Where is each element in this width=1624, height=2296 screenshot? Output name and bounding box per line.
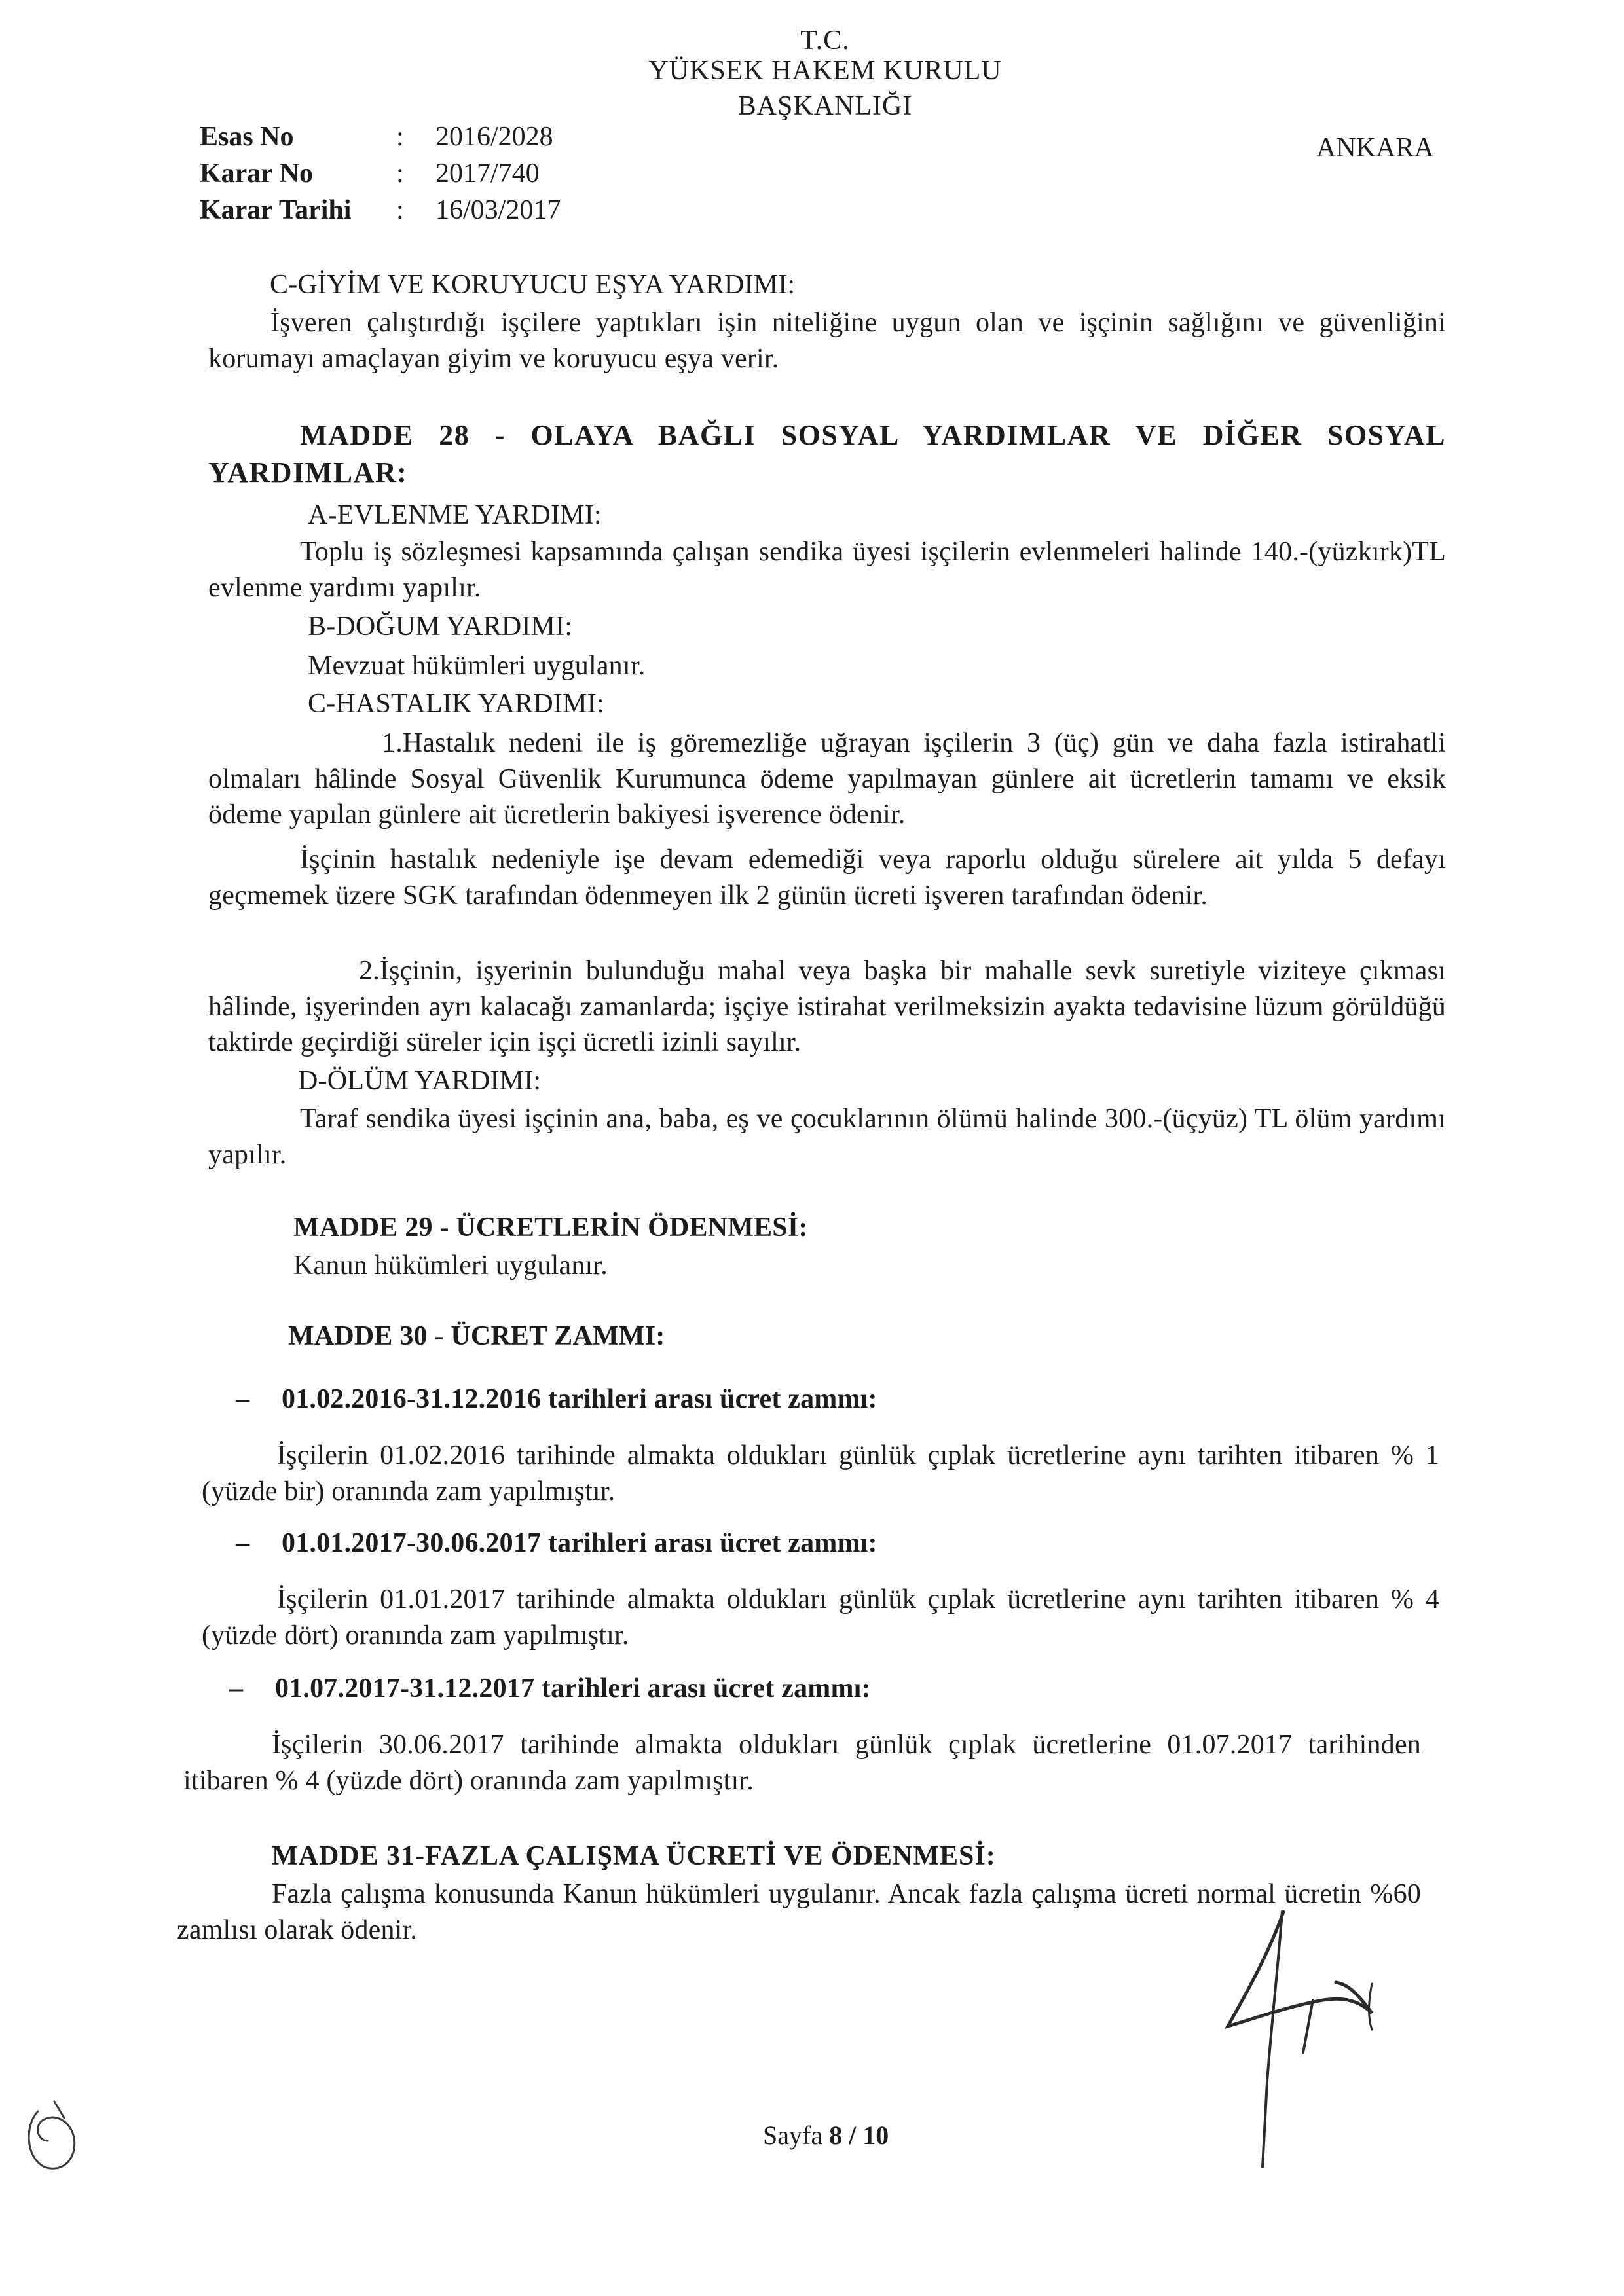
- paragraph-madde29: Kanun hükümleri uygulanır.: [293, 1250, 608, 1281]
- raise-period-title: 01.07.2017-31.12.2017 tarihleri arası ücret zammı:: [275, 1673, 871, 1704]
- article-29-title: MADDE 29 - ÜCRETLERİN ÖDENMESİ:: [293, 1212, 808, 1243]
- meta-value: 16/03/2017: [435, 195, 561, 225]
- paragraph-evlenme: Toplu iş sözleşmesi kapsamında çalışan sendika üyesi işçilerin evlenmeleri halinde 140.-(yüzkırk)TL evlenme yardımı yapılır.: [208, 537, 1446, 603]
- paragraph-hastalik-1: 1.Hastalık nedeni ile iş göremezliğe uğrayan işçilerin 3 (üç) gün ve daha fazla istirahatli olmaları hâlinde Sosyal Güvenlik Kurumunca ödeme yapılmayan günlere ait ücretlerin tamamı ve eksik ödeme yapılan günlere ait ücretlerin bakiyesi işverence ödenir.: [208, 728, 1446, 830]
- raise-period-2: [236, 1525, 877, 1561]
- raise-period-title: 01.02.2016-31.12.2016 tarihleri arası ücret zammı:: [282, 1384, 877, 1414]
- meta-sep: :: [396, 195, 404, 225]
- paragraph-zam-1: İşçilerin 01.02.2016 tarihinde almakta oldukları günlük çıplak ücretlerine aynı tarihten itibaren % 1 (yüzde bir) oranında zam yapılmıştır.: [202, 1440, 1439, 1506]
- meta-label: Karar Tarihi: [200, 195, 352, 225]
- paragraph-giyim: İşveren çalıştırdığı işçilere yaptıkları işin niteliğine uygun olan ve işçinin sağlığını ve güvenliğini korumayı amaçlayan giyim ve koruyucu eşya verir.: [208, 308, 1446, 374]
- dash-bullet: –: [229, 1673, 244, 1704]
- meta-sep: :: [396, 158, 404, 189]
- dash-bullet: –: [236, 1384, 250, 1414]
- section-title-olum: D-ÖLÜM YARDIMI:: [298, 1066, 542, 1096]
- meta-row-karar-tarihi: [200, 195, 561, 232]
- paragraph-zam-2: İşçilerin 01.01.2017 tarihinde almakta oldukları günlük çıplak ücretlerine aynı tarihten itibaren % 4 (yüzde dört) oranında zam yapılmıştır.: [202, 1584, 1439, 1650]
- section-title-dogum: B-DOĞUM YARDIMI:: [308, 611, 573, 642]
- article-28-title: MADDE 28 - OLAYA BAĞLI SOSYAL YARDIMLAR VE DİĞER SOSYAL YARDIMLAR:: [208, 419, 1446, 489]
- paragraph-madde31: Fazla çalışma konusunda Kanun hükümleri uygulanır. Ancak fazla çalışma ücreti normal ücretin %60 zamlısı olarak ödenir.: [177, 1879, 1421, 1945]
- header-city: ANKARA: [1316, 133, 1434, 163]
- meta-sep: :: [396, 122, 404, 152]
- page-prefix: Sayfa: [763, 2121, 823, 2150]
- section-title-giyim: C-GİYİM VE KORUYUCU EŞYA YARDIMI:: [270, 270, 796, 300]
- section-title-evlenme: A-EVLENME YARDIMI:: [308, 500, 602, 530]
- meta-label: Esas No: [200, 122, 294, 152]
- raise-period-title: 01.01.2017-30.06.2017 tarihleri arası ücret zammı:: [282, 1528, 877, 1558]
- paragraph-dogum: Mevzuat hükümleri uygulanır.: [308, 651, 646, 681]
- meta-value: 2017/740: [435, 158, 540, 189]
- raise-period-1: [236, 1381, 877, 1417]
- article-31-title: MADDE 31-FAZLA ÇALIŞMA ÜCRETİ VE ÖDENMESİ:: [272, 1841, 996, 1871]
- case-meta: [200, 122, 561, 232]
- handwritten-signature: [1205, 1886, 1467, 2174]
- header-line-presidency: BAŞKANLIĞI: [737, 91, 913, 121]
- page-number: [763, 2120, 889, 2151]
- article-30-title: MADDE 30 - ÜCRET ZAMMI:: [288, 1321, 665, 1351]
- meta-row-esas: [200, 122, 561, 158]
- paragraph-hastalik-2: İşçinin hastalık nedeniyle işe devam edemediği veya raporlu olduğu sürelere ait yılda 5 defayı geçmemek üzere SGK tarafından ödenmeyen ilk 2 günün ücreti işveren tarafından ödenir.: [208, 845, 1446, 911]
- paragraph-zam-3: İşçilerin 30.06.2017 tarihinde almakta oldukları günlük çıplak ücretlerine 01.07.2017 tarihinden itibaren % 4 (yüzde dört) oranında zam yapılmıştır.: [183, 1730, 1421, 1796]
- meta-row-karar: [200, 158, 561, 195]
- margin-initial-mark: [18, 2095, 90, 2180]
- dash-bullet: –: [236, 1528, 250, 1558]
- header-line-institution: YÜKSEK HAKEM KURULU: [648, 56, 1002, 86]
- section-title-hastalik: C-HASTALIK YARDIMI:: [308, 689, 604, 719]
- paragraph-olum: Taraf sendika üyesi işçinin ana, baba, eş ve çocuklarının ölümü halinde 300.-(üçyüz) TL ölüm yardımı yapılır.: [208, 1104, 1446, 1170]
- page-current: 8: [829, 2121, 843, 2150]
- meta-value: 2016/2028: [435, 122, 553, 152]
- page-total: 10: [862, 2121, 889, 2150]
- raise-period-3: [229, 1671, 871, 1707]
- paragraph-hastalik-3: 2.İşçinin, işyerinin bulunduğu mahal veya başka bir mahalle sevk suretiyle viziteye çıkması hâlinde, işyerinden ayrı kalacağı zamanlarda; işçiye istirahat verilmeksizin ayakta tedavisine lüzum görüldüğü taktirde geçirdiği süreler için işçi ücretli izinli sayılır.: [208, 956, 1446, 1058]
- header-line-tc: T.C.: [800, 26, 850, 56]
- page-separator: /: [849, 2121, 857, 2150]
- meta-label: Karar No: [200, 158, 314, 189]
